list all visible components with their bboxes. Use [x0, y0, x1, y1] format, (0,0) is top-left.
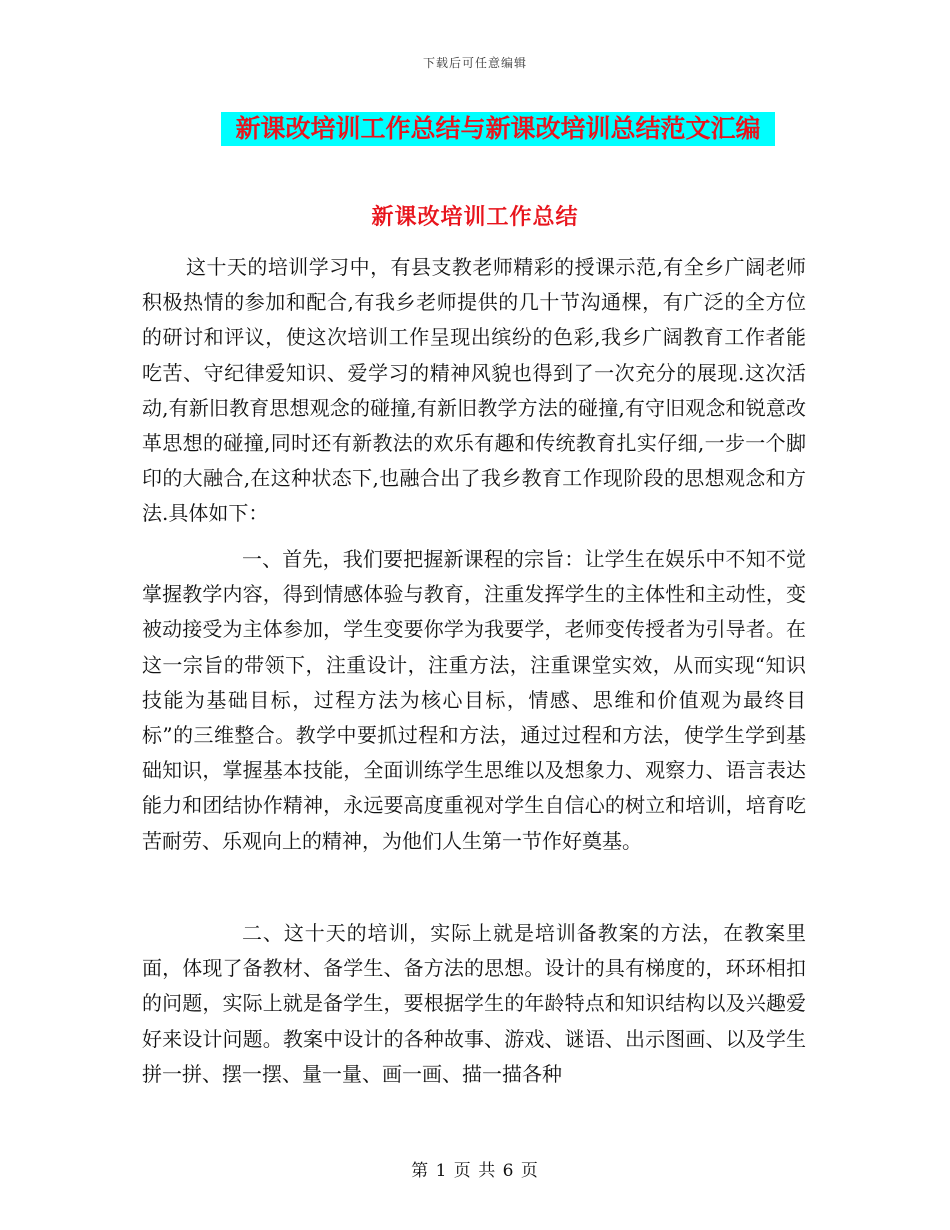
- paragraph-point-two: 二、这十天的培训，实际上就是培训备教案的方法，在教案里面，体现了备教材、备学生、备方法的思想。设计的具有梯度的，环环相扣的问题，实际上就是备学生，要根据学生的年龄特点和知识结构以及兴趣爱好来设计问题。教案中设计的各种故事、游戏、谜语、出示图画、以及学生拼一拼、摆一摆、量一量、画一画、描一描各种: [142, 921, 806, 1086]
- document-title: 新课改培训工作总结与新课改培训总结范文汇编: [221, 112, 775, 146]
- paragraph-intro: 这十天的培训学习中，有县支教老师精彩的授课示范,有全乡广阔老师积极热情的参加和配合,有我乡老师提供的几十节沟通棵，有广泛的全方位的研讨和评议，使这次培训工作呈现出缤纷的色彩,我乡广阔教育工作者能吃苦、守纪律爱知识、爱学习的精神风貌也得到了一次充分的展现.这次活动,有新旧教育思想观念的碰撞,有新旧教学方法的碰撞,有守旧观念和锐意改革思想的碰撞,同时还有新教法的欢乐有趣和传统教育扎实仔细,一步一个脚印的大融合,在这种状态下,也融合出了我乡教育工作现阶段的思想观念和方法.具体如下：: [142, 255, 806, 526]
- header-note: 下载后可任意编辑: [422, 56, 527, 70]
- page-number: 第 1 页 共 6 页: [411, 1161, 539, 1181]
- section-title: 新课改培训工作总结: [371, 204, 579, 230]
- paragraph-point-one: 一、首先，我们要把握新课程的宗旨：让学生在娱乐中不知不觉掌握教学内容，得到情感体验与教育，注重发挥学生的主体性和主动性，变被动接受为主体参加，学生变要你学为我要学，老师变传授者为引导者。在这一宗旨的带领下，注重设计，注重方法，注重课堂实效，从而实现“知识技能为基础目标，过程方法为核心目标，情感、思维和价值观为最终目标”的三维整合。教学中要抓过程和方法，通过过程和方法，使学生学到基础知识，掌握基本技能，全面训练学生思维以及想象力、观察力、语言表达能力和团结协作精神，永远要高度重视对学生自信心的树立和培训，培育吃苦耐劳、乐观向上的精神，为他们人生第一节作好奠基。: [142, 547, 806, 853]
